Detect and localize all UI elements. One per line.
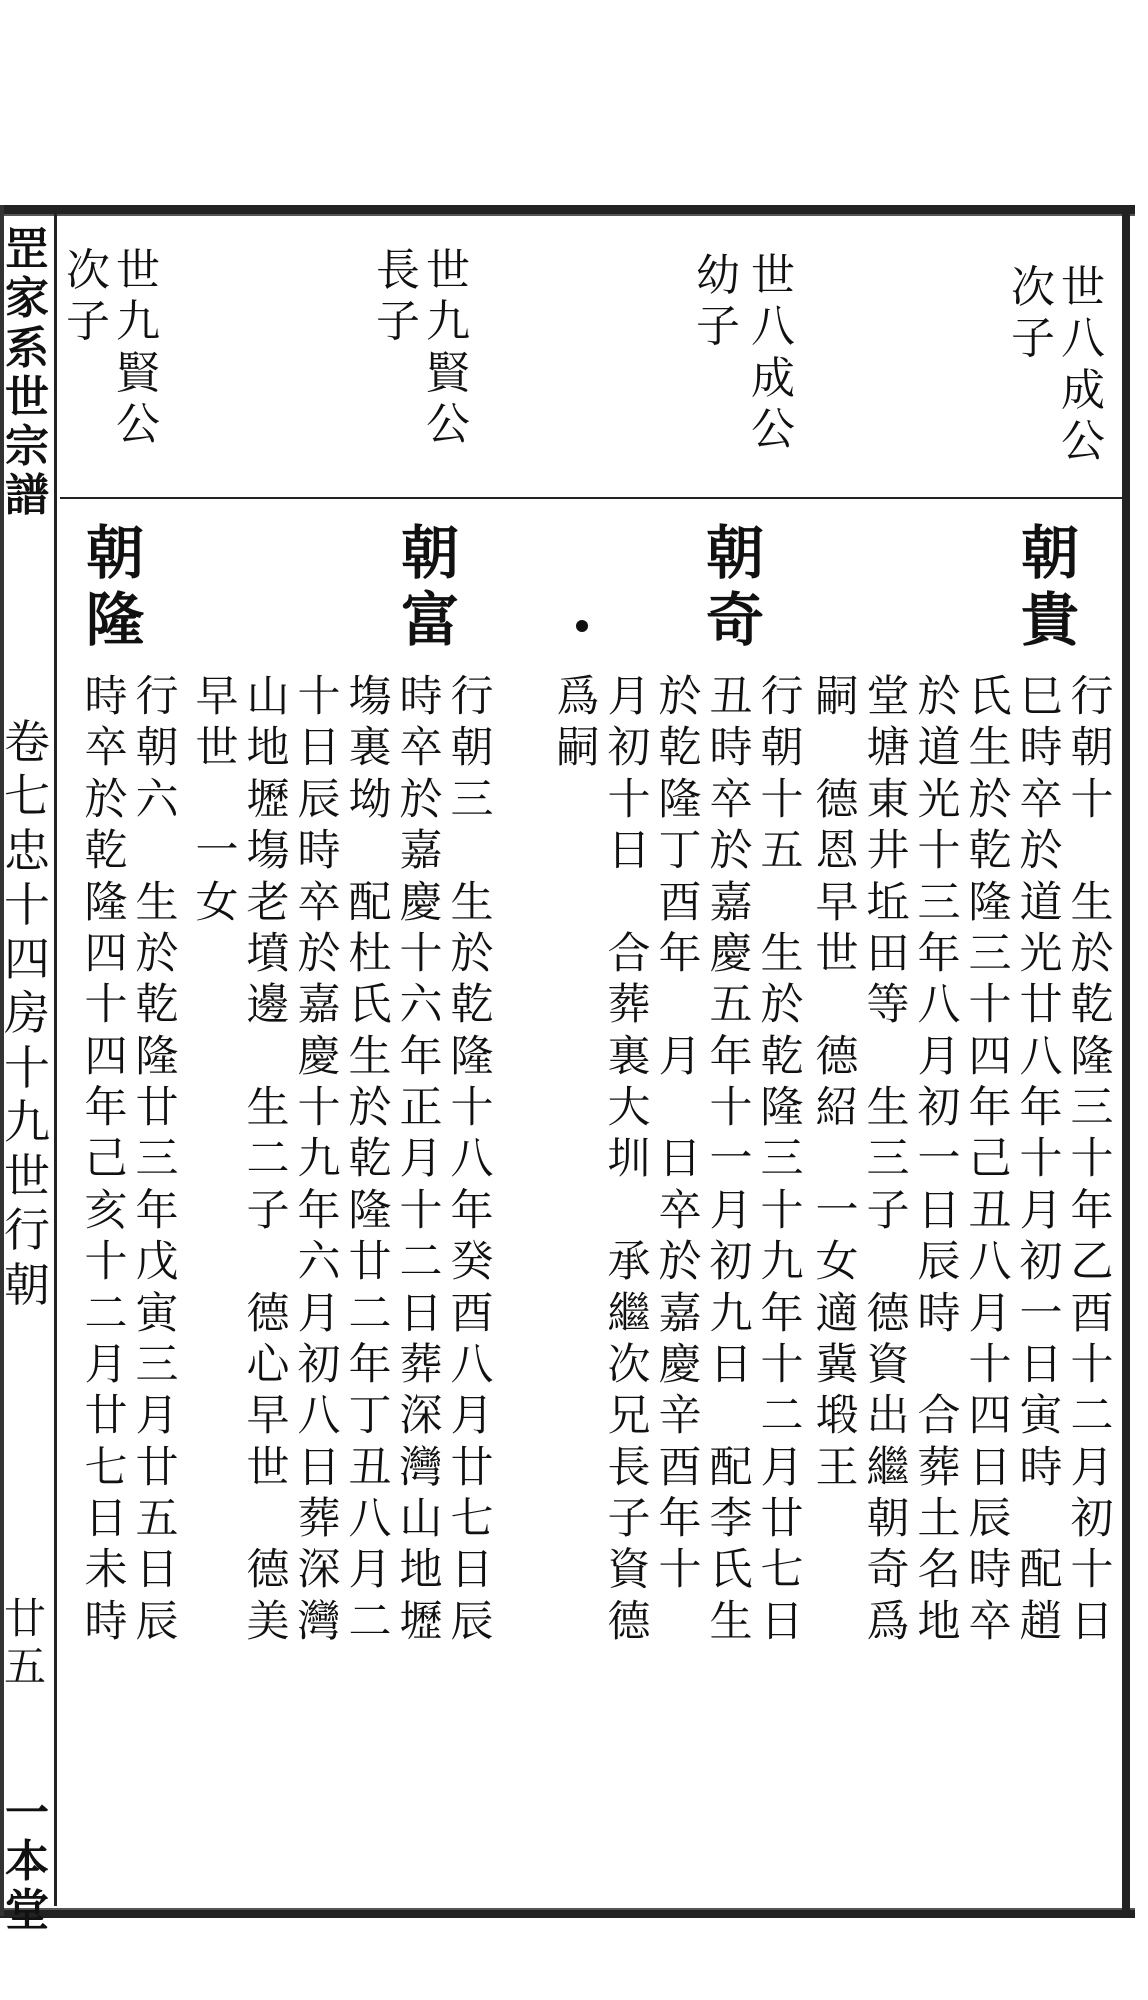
entry-0-text-column: 堂 塘 東 井 坵 田 等 生 三 子 德 資 出 繼 朝 奇 爲 xyxy=(866,672,910,1647)
entry-1-text-column: 於 乾 隆 丁 酉 年 月 日 卒 於 嘉 慶 辛 酉 年 十 xyxy=(658,672,702,1596)
entry-2-text-column: 時 卒 於 嘉 慶 十 六 年 正 月 十 二 日 葬 深 灣 山 地 壢 xyxy=(399,672,443,1647)
spine-page-number: 廿 五 xyxy=(3,1594,46,1692)
spine-hall-name: 一 本 堂 xyxy=(5,1788,49,1936)
header-relation-4: 次 子 xyxy=(66,245,110,348)
entry-0-text-column: 嗣 德 恩 早 世 德 紹 一 女 適 冀 塅 王 xyxy=(815,672,859,1493)
spine-volume: 卷 七 忠 十 四 房 十 九 世 行 朝 xyxy=(4,715,50,1312)
page-right-border xyxy=(1122,205,1130,1916)
entry-1-text-column: 月 初 十 日 合 葬 裏 大 圳 承 繼 次 兄 長 子 資 德 xyxy=(607,672,651,1647)
entry-0-text-column: 氏 生 於 乾 隆 三 十 四 年 己 丑 八 月 十 四 日 辰 時 卒 xyxy=(968,672,1012,1647)
header-divider-line xyxy=(60,497,1122,499)
entry-name-chaofu: 朝 富 xyxy=(400,519,459,654)
header-father-4: 世 九 賢 公 xyxy=(116,245,160,451)
entry-3-text-column: 時 卒 於 乾 隆 四 十 四 年 己 亥 十 二 月 廿 七 日 未 時 xyxy=(84,672,128,1647)
entry-name-chaogui: 朝 貴 xyxy=(1020,519,1079,654)
entry-3-text-column: 行 朝 六 生 於 乾 隆 廿 三 年 戊 寅 三 月 廿 五 日 辰 xyxy=(135,672,179,1647)
entry-2-text-column: 十 日 辰 時 卒 於 嘉 慶 十 九 年 六 月 初 八 日 葬 深 灣 xyxy=(297,672,341,1647)
entry-1-text-column: 行 朝 十 五 生 於 乾 隆 三 十 九 年 十 二 月 廿 七 日 xyxy=(760,672,804,1647)
entry-name-chaolong: 朝 隆 xyxy=(85,519,144,654)
header-father-2: 世 八 成 公 xyxy=(751,250,795,456)
entry-1-text-column: 爲 嗣 xyxy=(556,672,600,774)
entry-0-text-column: 巳 時 卒 於 道 光 廿 八 年 十 月 初 一 日 寅 時 配 趙 xyxy=(1019,672,1063,1647)
entry-2-text-column: 行 朝 三 生 於 乾 隆 十 八 年 癸 酉 八 月 廿 七 日 辰 xyxy=(450,672,494,1647)
entry-name-chaoqi: 朝 奇 xyxy=(705,519,764,654)
entry-2-text-column: 山 地 壢 塲 老 墳 邊 生 二 子 德 心 早 世 德 美 xyxy=(246,672,290,1647)
header-relation-1: 次 子 xyxy=(1011,262,1055,365)
spine-title: 罡 家 系 世 宗 譜 xyxy=(5,224,49,522)
entry-2-text-column: 早 世 一 女 xyxy=(195,672,239,928)
header-relation-2: 幼 子 xyxy=(696,250,740,353)
entry-2-text-column: 塲 裏 坳 配 杜 氏 生 於 乾 隆 廿 二 年 丁 丑 八 月 二 xyxy=(348,672,392,1647)
page-top-border xyxy=(0,205,1135,216)
entry-0-text-column: 於 道 光 十 三 年 八 月 初 一 日 辰 時 合 葬 土 名 地 xyxy=(917,672,961,1647)
header-father-3: 世 九 賢 公 xyxy=(426,245,470,451)
page-bottom-border xyxy=(0,1908,1135,1918)
header-father-1: 世 八 成 公 xyxy=(1061,262,1105,468)
entry-1-text-column: 丑 時 卒 於 嘉 慶 五 年 十 一 月 初 九 日 配 李 氏 生 xyxy=(709,672,753,1647)
ink-dot xyxy=(576,620,588,632)
header-relation-3: 長 子 xyxy=(376,245,420,348)
entry-0-text-column: 行 朝 十 生 於 乾 隆 三 十 年 乙 酉 十 二 月 初 十 日 xyxy=(1070,672,1114,1647)
